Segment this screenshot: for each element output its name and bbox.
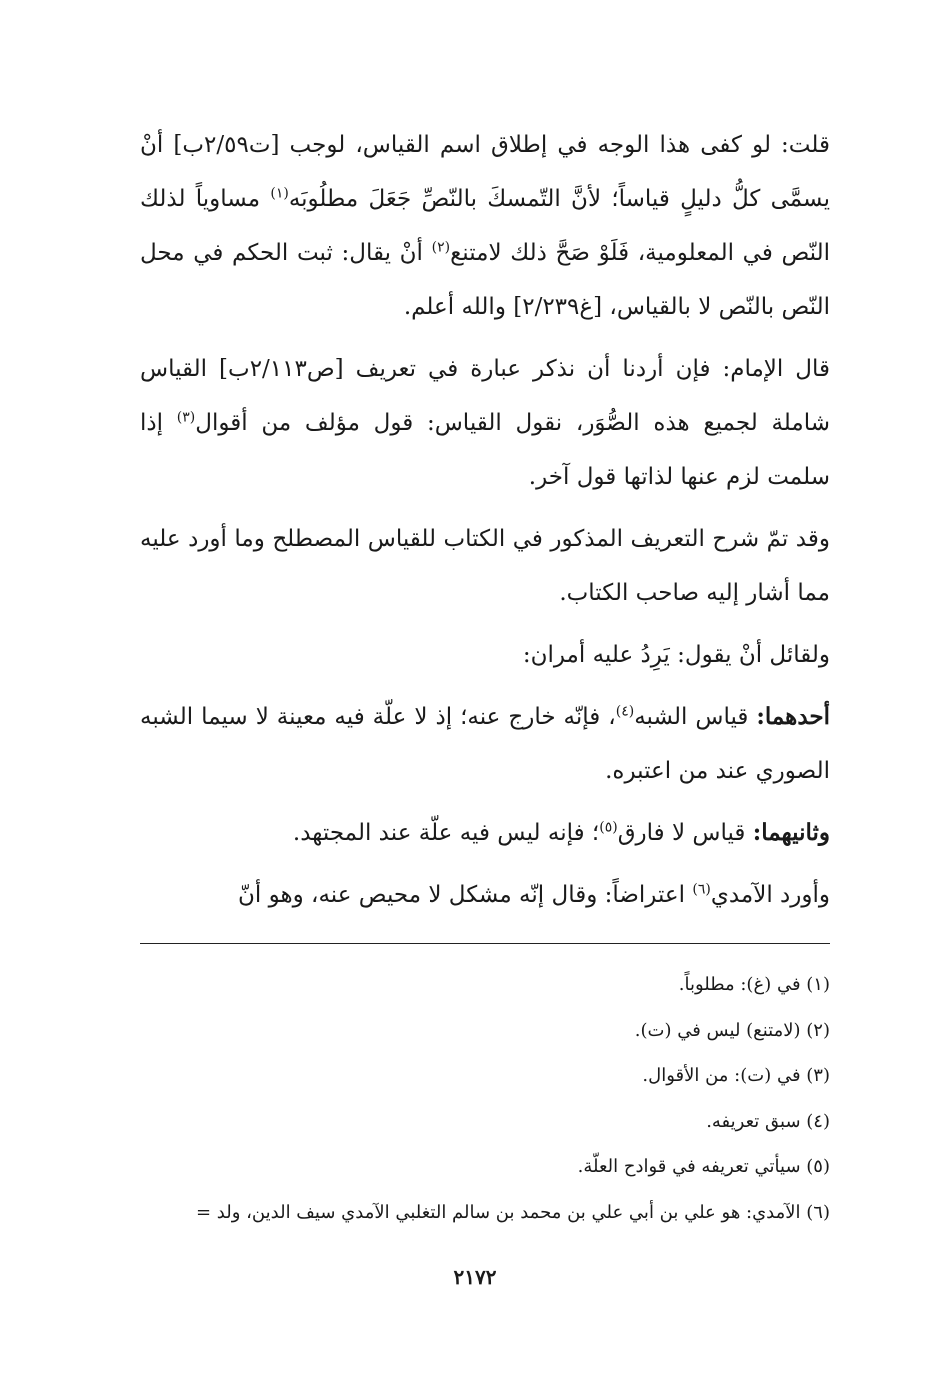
paragraph-text: وقد تمّ شرح التعريف المذكور في الكتاب للقياس المصطلح وما أورد عليه مما أشار إليه صاحب الكتاب. xyxy=(140,526,830,606)
footnotes-block xyxy=(140,962,830,1235)
paragraph-text: أنْ يقال: ثبت الحكم في محل النّص بالنّص لا بالقياس، [غ٢/٢٣٩] والله أعلم. xyxy=(140,240,830,320)
footnote-5: (٥) سيأتي تعريفه في قوادح العلّة. xyxy=(577,1156,830,1177)
paragraph-text: قياس لا فارق xyxy=(617,820,753,846)
paragraph-lead-term: وثانيهما: xyxy=(752,819,830,846)
paragraph-text: قال الإمام: فإن أردنا أن نذكر عبارة في تعريف [ص٢/١١٣ب] القياس شاملة لجميع هذه الصُّوَر، نقول القياس: قول مؤلف من أقوال xyxy=(140,356,830,436)
paragraph-text: ؛ فإنه ليس فيه علّة عند المجتهد. xyxy=(292,820,600,846)
footnote-divider xyxy=(140,943,830,944)
footnote-reference: (٥) xyxy=(599,819,618,836)
paragraph xyxy=(140,690,830,798)
paragraph xyxy=(140,118,830,334)
paragraph-text: وأورد الآمدي xyxy=(710,882,830,908)
footnote-reference: (١) xyxy=(270,185,289,202)
footnote-2: (٢) (لامتنع) ليس في (ت). xyxy=(634,1019,830,1041)
paragraph-text: قلت: لو كفى هذا الوجه في إطلاق اسم القياس، لوجب [ت٢/٥٩ب] أنْ يسمَّى كلُّ دليلٍ قياساً؛ لأنَّ التّمسكَ بالنّصِّ جَعَلَ مطلُوبَه xyxy=(140,132,830,212)
footnote-reference: (٢) xyxy=(431,239,451,256)
paragraph xyxy=(140,342,830,504)
paragraph-text: اعتراضاً: وقال إنّه مشكل لا محيص عنه، وهو أنّ xyxy=(238,882,693,908)
main-text-body xyxy=(140,118,830,930)
paragraph-text: مساوياً لذلك النّص في المعلومية، فَلَوْ صَحَّ ذلك لامتنع xyxy=(140,186,830,266)
paragraph-lead-term: أحدهما: xyxy=(756,703,830,730)
paragraph xyxy=(140,628,830,682)
footnote-reference: (٦) xyxy=(692,881,711,898)
page-number: ٢١٧٢ xyxy=(453,1265,497,1289)
paragraph-text: قياس الشبه xyxy=(634,704,757,730)
footnote-reference: (٣) xyxy=(176,409,196,426)
paragraph-text: ولقائل أنْ يقول: يَرِدُ عليه أمران: xyxy=(522,642,830,668)
paragraph xyxy=(140,806,830,860)
footnote-4: (٤) سبق تعريفه. xyxy=(706,1110,830,1132)
footnote-6: (٦) الآمدي: هو علي بن أبي علي بن محمد بن سالم التغلبي الآمدي سيف الدين، ولد = xyxy=(195,1201,830,1223)
footnote-1: (١) في (غ): مطلوباً. xyxy=(678,974,830,995)
footnote-reference: (٤) xyxy=(615,703,635,720)
paragraph xyxy=(140,868,830,922)
paragraph xyxy=(140,512,830,620)
paragraph-text: ، فإنّه خارج عنه؛ إذ لا علّة فيه معينة لا سيما الشبه الصوري عند من اعتبره. xyxy=(140,704,830,784)
paragraph-text: إذا سلمت لزم عنها لذاتها قول آخر. xyxy=(140,410,830,490)
footnote-3: (٣) في (ت): من الأقوال. xyxy=(642,1065,830,1086)
